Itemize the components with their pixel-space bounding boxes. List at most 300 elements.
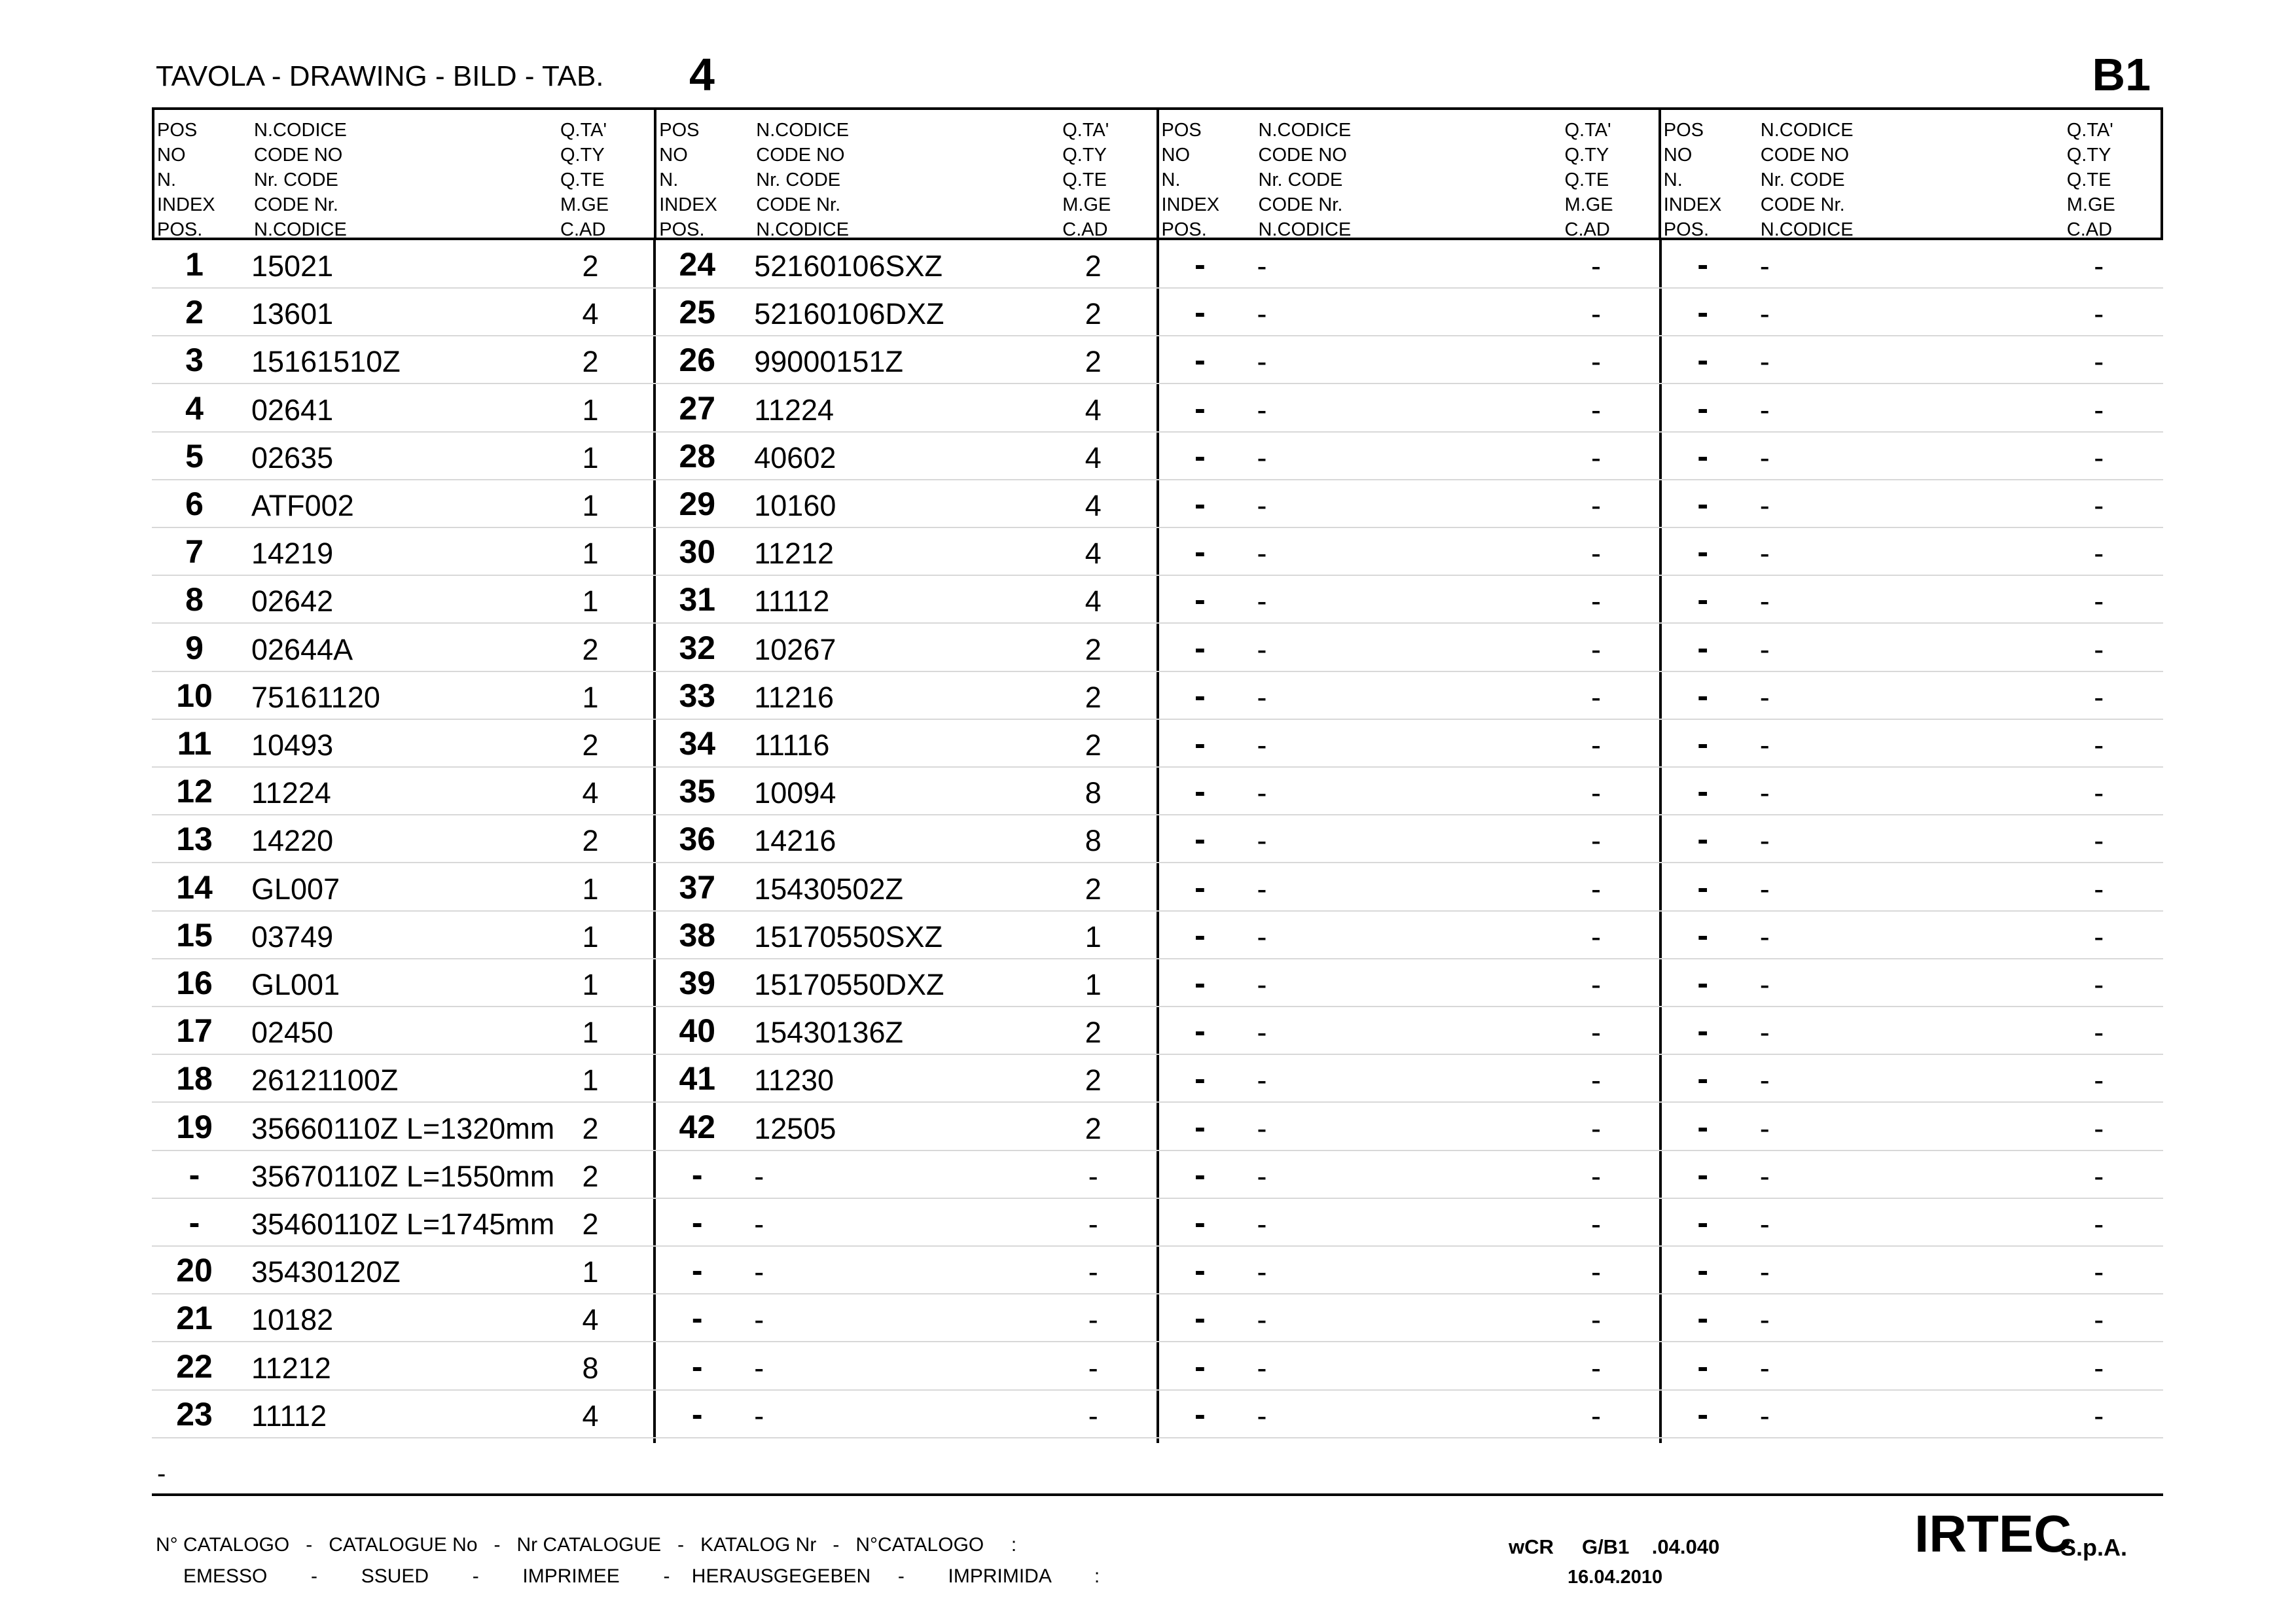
cell-qty: 2 [1085, 297, 1102, 331]
cell-pos: - [1697, 773, 1709, 810]
cell-qty: - [1591, 968, 1601, 1001]
header-label: N.CODICE [1760, 219, 1854, 240]
cell-qty: - [2094, 824, 2104, 858]
cell-code: 14216 [754, 824, 836, 858]
header-label: Q.TA' [560, 120, 607, 141]
header-pos-labels [659, 118, 717, 242]
cell-code: 11116 [754, 728, 830, 762]
cell-code: - [1257, 680, 1267, 714]
cell-pos: - [1697, 342, 1709, 379]
header-column [154, 110, 656, 238]
cell-code: - [1759, 968, 1770, 1001]
cell-pos: - [1194, 725, 1206, 762]
cell-code: - [1759, 872, 1770, 906]
cell-code: - [1257, 1063, 1267, 1097]
table-row [152, 671, 2163, 720]
cell-qty: 4 [582, 297, 599, 331]
cell-pos: 37 [679, 868, 716, 906]
header-code-labels [1761, 118, 1854, 242]
header-label: CODE NO [756, 145, 845, 166]
cell-qty: 1 [582, 489, 599, 522]
cell-pos: - [1697, 1108, 1709, 1145]
cell-code: 10267 [754, 632, 836, 666]
cell-pos: 28 [679, 437, 716, 474]
cell-code: - [1257, 632, 1267, 666]
header-label: INDEX [1663, 194, 1722, 215]
cell-qty: - [2094, 345, 2104, 379]
cell-code: - [1759, 1399, 1770, 1433]
header-qty-labels [560, 118, 609, 242]
cell-qty: - [1591, 1063, 1601, 1097]
header-label: INDEX [1161, 194, 1220, 215]
cell-pos: 19 [176, 1108, 213, 1145]
cell-qty: 8 [582, 1351, 599, 1385]
table-row [152, 432, 2163, 480]
cell-code: 11112 [251, 1399, 327, 1433]
table-row [152, 815, 2163, 863]
cell-qty: - [1591, 1399, 1601, 1433]
cell-qty: - [1088, 1255, 1098, 1289]
cell-qty: - [1591, 393, 1601, 427]
cell-code: - [1759, 776, 1770, 810]
cell-code: 11212 [754, 537, 834, 571]
cell-code: 52160106DXZ [754, 297, 944, 331]
cell-code: 52160106SXZ [754, 249, 942, 283]
cell-code: 02644A [251, 632, 353, 666]
cell-pos: - [1194, 868, 1206, 906]
cell-qty: 2 [1085, 872, 1102, 906]
header-label: C.AD [2066, 219, 2113, 240]
parts-table [152, 240, 2163, 1438]
table-row [152, 1103, 2163, 1151]
header-label: POS. [659, 219, 705, 240]
cell-pos: - [691, 1347, 703, 1385]
cell-code: - [1257, 728, 1267, 762]
cell-pos: - [1697, 1252, 1709, 1289]
cell-code: - [1257, 489, 1267, 522]
cell-qty: - [1591, 537, 1601, 571]
header-label: Q.TA' [1062, 120, 1109, 141]
cell-pos: 2 [185, 294, 204, 331]
cell-code: - [1759, 297, 1770, 331]
table-row [152, 1294, 2163, 1342]
sheet-code: B1 [2092, 49, 2151, 100]
cell-pos: - [1194, 1060, 1206, 1097]
cell-pos: 11 [177, 725, 212, 762]
header-label: NO [1161, 145, 1190, 166]
cell-pos: - [1697, 437, 1709, 474]
cell-pos: 24 [679, 246, 716, 283]
cell-qty: 4 [1085, 440, 1102, 474]
header-label: Q.TY [1564, 145, 1609, 166]
header-label: INDEX [157, 194, 215, 215]
cell-qty: - [2094, 1063, 2104, 1097]
cell-qty: - [1591, 1303, 1601, 1337]
cell-qty: 4 [1085, 584, 1102, 618]
cell-qty: - [2094, 1111, 2104, 1145]
cell-pos: - [1697, 1060, 1709, 1097]
row-separator [152, 1437, 2163, 1438]
header-label: NO [157, 145, 186, 166]
cell-qty: - [1591, 776, 1601, 810]
cell-code: - [1759, 489, 1770, 522]
header-label: N.CODICE [1258, 120, 1352, 141]
cell-code: GL007 [251, 872, 340, 906]
cell-pos: - [1697, 629, 1709, 666]
cell-pos: - [1194, 1252, 1206, 1289]
cell-code: ATF002 [251, 489, 354, 522]
cell-qty: 2 [1085, 249, 1102, 283]
header-label: N. [157, 169, 176, 190]
cell-code: 02641 [251, 393, 334, 427]
cell-qty: 2 [1085, 632, 1102, 666]
cell-code: - [754, 1207, 764, 1241]
cell-code: - [1257, 776, 1267, 810]
cell-pos: - [1194, 342, 1206, 379]
header-column [1661, 110, 2161, 238]
header-label: POS [659, 120, 700, 141]
header-label: Nr. CODE [254, 169, 338, 190]
footnote: - [157, 1459, 166, 1488]
cell-code: - [1759, 1063, 1770, 1097]
cell-code: - [754, 1159, 764, 1193]
cell-code: - [1257, 1351, 1267, 1385]
cell-qty: - [2094, 489, 2104, 522]
cell-qty: 2 [1085, 1111, 1102, 1145]
header-label: M.GE [2066, 194, 2115, 215]
cell-qty: - [1591, 440, 1601, 474]
header-code-labels [254, 118, 347, 242]
cell-pos: - [188, 1156, 200, 1193]
header-label: POS [1161, 120, 1202, 141]
cell-qty: 4 [1085, 393, 1102, 427]
cell-pos: - [1697, 581, 1709, 618]
cell-qty: - [1088, 1159, 1098, 1193]
cell-pos: - [1697, 725, 1709, 762]
header-label: N.CODICE [756, 120, 850, 141]
cell-code: 11224 [251, 776, 331, 810]
table-row [152, 767, 2163, 815]
cell-pos: - [1194, 486, 1206, 522]
cell-pos: - [1697, 965, 1709, 1001]
cell-qty: 2 [1085, 728, 1102, 762]
cell-qty: - [2094, 393, 2104, 427]
cell-code: - [1759, 537, 1770, 571]
cell-code: 03749 [251, 919, 334, 954]
cell-code: 35460110Z L=1745mm [251, 1207, 555, 1241]
cell-pos: 41 [679, 1060, 716, 1097]
table-row [152, 336, 2163, 384]
cell-qty: - [2094, 680, 2104, 714]
cell-code: 15430136Z [754, 1016, 903, 1050]
cell-pos: 1 [185, 246, 204, 283]
header-label: M.GE [1564, 194, 1613, 215]
cell-qty: - [2094, 1303, 2104, 1337]
cell-pos: - [1697, 677, 1709, 714]
cell-qty: - [2094, 872, 2104, 906]
cell-qty: 1 [582, 919, 599, 954]
cell-qty: 1 [582, 1255, 599, 1289]
cell-qty: - [2094, 1207, 2104, 1241]
header-label: N. [1663, 169, 1683, 190]
cell-qty: 1 [582, 440, 599, 474]
header-label: NO [659, 145, 688, 166]
table-row [152, 1007, 2163, 1055]
cell-code: 35670110Z L=1550mm [251, 1159, 555, 1193]
table-row [152, 719, 2163, 768]
table-row [152, 480, 2163, 528]
cell-pos: - [1194, 1347, 1206, 1385]
cell-qty: - [1591, 680, 1601, 714]
cell-qty: 4 [1085, 489, 1102, 522]
cell-code: - [1257, 393, 1267, 427]
cell-pos: 36 [679, 821, 716, 858]
cell-pos: - [1194, 294, 1206, 331]
cell-code: GL001 [251, 968, 340, 1001]
table-row [152, 1246, 2163, 1294]
issued-label-line: EMESSO - SSUED - IMPRIMEE - HERAUSGEGEBEN - IMPRIMIDA : [183, 1565, 1100, 1587]
table-row [152, 1390, 2163, 1438]
cell-qty: - [1591, 1255, 1601, 1289]
cell-code: - [1759, 919, 1770, 954]
cell-pos: 26 [679, 342, 716, 379]
cell-code: 11216 [754, 680, 834, 714]
cell-qty: 2 [1085, 1063, 1102, 1097]
cell-qty: 2 [582, 345, 599, 379]
cell-code: 35660110Z L=1320mm [251, 1111, 555, 1145]
cell-pos: - [1194, 581, 1206, 618]
footer-divider [152, 1493, 2163, 1496]
cell-code: 75161120 [251, 680, 380, 714]
cell-code: 12505 [754, 1111, 836, 1145]
cell-code: - [1759, 249, 1770, 283]
header-label: CODE Nr. [756, 194, 841, 215]
cell-code: - [1257, 345, 1267, 379]
table-row [152, 1054, 2163, 1103]
cell-pos: - [1194, 629, 1206, 666]
cell-code: 02635 [251, 440, 334, 474]
header-label: POS. [1161, 219, 1207, 240]
cell-qty: - [2094, 1016, 2104, 1050]
catalogue-code: wCR G/B1 .04.040 [1509, 1535, 1720, 1558]
cell-code: 11224 [754, 393, 834, 427]
header-label: CODE Nr. [254, 194, 338, 215]
cell-qty: - [2094, 1255, 2104, 1289]
cell-pos: 31 [679, 581, 716, 618]
header-label: N. [1161, 169, 1181, 190]
cell-code: - [1257, 919, 1267, 954]
cell-pos: - [1194, 1156, 1206, 1193]
cell-pos: 38 [679, 916, 716, 954]
cell-pos: - [691, 1156, 703, 1193]
cell-code: 40602 [754, 440, 836, 474]
cell-qty: 2 [1085, 1016, 1102, 1050]
cell-pos: 25 [679, 294, 716, 331]
cell-pos: - [1697, 246, 1709, 283]
cell-qty: 8 [1085, 824, 1102, 858]
cell-qty: 1 [1085, 919, 1102, 954]
cell-pos: - [1194, 1204, 1206, 1241]
cell-code: 10160 [754, 489, 836, 522]
header-label: CODE NO [254, 145, 343, 166]
header-label: Q.TE [1564, 169, 1609, 190]
cell-code: 15170550DXZ [754, 968, 944, 1001]
cell-qty: - [2094, 1159, 2104, 1193]
cell-code: - [1257, 1111, 1267, 1145]
cell-code: 15170550SXZ [754, 919, 942, 954]
cell-code: - [1257, 1303, 1267, 1337]
cell-pos: - [1194, 246, 1206, 283]
cell-code: 10182 [251, 1303, 334, 1337]
table-row [152, 911, 2163, 959]
cell-code: - [1257, 537, 1267, 571]
header-label: N.CODICE [254, 219, 347, 240]
cell-code: - [1759, 632, 1770, 666]
cell-code: - [754, 1399, 764, 1433]
cell-qty: - [1591, 297, 1601, 331]
cell-code: 15430502Z [754, 872, 903, 906]
brand-name: IRTEC [1914, 1505, 2072, 1563]
cell-qty: - [2094, 632, 2104, 666]
header-code-labels [756, 118, 849, 242]
cell-pos: - [1194, 1012, 1206, 1050]
table-row [152, 1150, 2163, 1199]
cell-code: - [1759, 1159, 1770, 1193]
cell-qty: 2 [1085, 680, 1102, 714]
cell-code: - [1257, 297, 1267, 331]
cell-code: - [1759, 1207, 1770, 1241]
cell-pos: 30 [679, 533, 716, 571]
header-pos-labels [157, 118, 215, 242]
table-row [152, 288, 2163, 336]
cell-code: - [754, 1255, 764, 1289]
cell-qty: - [2094, 584, 2104, 618]
header-label: Q.TY [560, 145, 605, 166]
cell-code: 11230 [754, 1063, 834, 1097]
cell-pos: 5 [185, 437, 204, 474]
cell-pos: - [1697, 533, 1709, 571]
cell-qty: 2 [582, 1159, 599, 1193]
cell-pos: 16 [176, 965, 213, 1001]
cell-pos: - [691, 1204, 703, 1241]
cell-code: 11112 [754, 584, 830, 618]
cell-qty: - [1591, 1111, 1601, 1145]
header-label: Q.TY [1062, 145, 1107, 166]
cell-qty: - [1591, 489, 1601, 522]
cell-code: - [1759, 1351, 1770, 1385]
cell-qty: 2 [582, 632, 599, 666]
issue-date: 16.04.2010 [1568, 1567, 1663, 1588]
cell-qty: 2 [582, 1111, 599, 1145]
header-label: POS. [1663, 219, 1710, 240]
cell-pos: 40 [679, 1012, 716, 1050]
cell-qty: 2 [582, 1207, 599, 1241]
cell-pos: 29 [679, 486, 716, 522]
cell-pos: - [1194, 1300, 1206, 1337]
cell-pos: 22 [176, 1347, 213, 1385]
header-label: N.CODICE [756, 219, 850, 240]
header-label: N.CODICE [1258, 219, 1352, 240]
cell-code: - [1257, 440, 1267, 474]
header-label: N.CODICE [1760, 120, 1854, 141]
cell-pos: - [1194, 1108, 1206, 1145]
cell-code: - [1257, 1207, 1267, 1241]
cell-code: - [1257, 1159, 1267, 1193]
cell-pos: - [691, 1252, 703, 1289]
header-label: POS [1663, 120, 1704, 141]
header-pos-labels [1664, 118, 1722, 242]
header-qty-labels [1565, 118, 1613, 242]
cell-qty: - [1591, 824, 1601, 858]
cell-pos: - [1697, 868, 1709, 906]
cell-qty: - [2094, 728, 2104, 762]
header-label: CODE NO [1258, 145, 1347, 166]
header-label: CODE Nr. [1258, 194, 1343, 215]
cell-qty: - [1088, 1207, 1098, 1241]
cell-pos: - [691, 1300, 703, 1337]
cell-pos: 10 [176, 677, 213, 714]
cell-qty: - [1591, 1159, 1601, 1193]
cell-pos: 23 [176, 1395, 213, 1433]
header-label: Q.TE [1062, 169, 1107, 190]
table-row [152, 575, 2163, 624]
cell-qty: - [2094, 297, 2104, 331]
table-row [152, 959, 2163, 1007]
cell-pos: - [1194, 437, 1206, 474]
cell-pos: - [1697, 1156, 1709, 1193]
header-qty-labels [1062, 118, 1111, 242]
cell-qty: - [2094, 776, 2104, 810]
cell-pos: - [1194, 1395, 1206, 1433]
cell-qty: - [1591, 1351, 1601, 1385]
cell-qty: - [2094, 919, 2104, 954]
header-label: INDEX [659, 194, 717, 215]
cell-pos: 8 [185, 581, 204, 618]
cell-code: - [1759, 440, 1770, 474]
cell-code: - [1759, 824, 1770, 858]
cell-pos: - [1194, 773, 1206, 810]
cell-qty: 2 [1085, 345, 1102, 379]
cell-pos: 7 [185, 533, 204, 571]
cell-pos: - [691, 1395, 703, 1433]
cell-qty: 1 [582, 680, 599, 714]
cell-code: 10094 [754, 776, 836, 810]
cell-qty: - [1088, 1351, 1098, 1385]
table-header [152, 107, 2163, 240]
cell-pos: - [1194, 389, 1206, 427]
cell-code: - [1759, 345, 1770, 379]
cell-qty: 4 [1085, 537, 1102, 571]
cell-qty: 1 [582, 537, 599, 571]
cell-qty: 1 [582, 872, 599, 906]
cell-qty: 2 [582, 249, 599, 283]
cell-code: - [1257, 584, 1267, 618]
cell-pos: 39 [679, 965, 716, 1001]
cell-code: 02642 [251, 584, 334, 618]
cell-pos: - [1697, 1300, 1709, 1337]
cell-qty: - [1088, 1399, 1098, 1433]
cell-pos: - [1194, 965, 1206, 1001]
cell-qty: 2 [582, 824, 599, 858]
cell-pos: 6 [185, 486, 204, 522]
cell-pos: - [1697, 294, 1709, 331]
header-column [1159, 110, 1661, 238]
cell-qty: - [1591, 632, 1601, 666]
page-title: TAVOLA - DRAWING - BILD - TAB. [156, 60, 604, 92]
cell-pos: 42 [679, 1108, 716, 1145]
header-label: Q.TA' [1564, 120, 1611, 141]
table-row [152, 527, 2163, 576]
